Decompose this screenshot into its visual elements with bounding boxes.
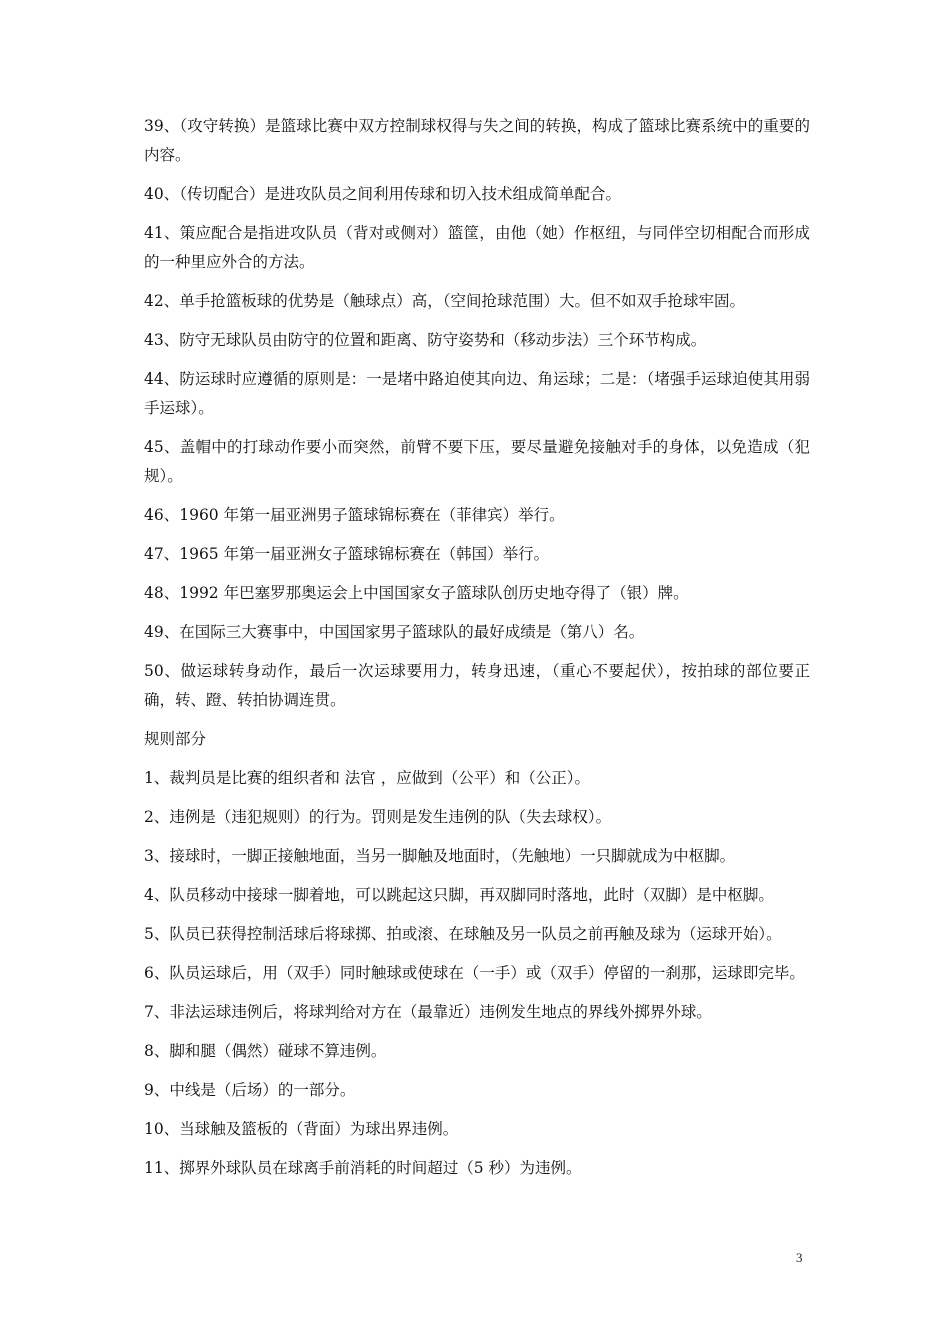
paragraph: 45、盖帽中的打球动作要小而突然，前臂不要下压，要尽量避免接触对手的身体，以免造成（犯规）。 [144,438,810,485]
paragraph: 7、非法运球违例后，将球判给对方在（最靠近）违例发生地点的界线外掷界外球。 [144,1003,712,1021]
paragraph: 48、1992 年巴塞罗那奥运会上中国国家女子篮球队创历史地夺得了（银）牌。 [144,584,689,602]
paragraph: 46、1960 年第一届亚洲男子篮球锦标赛在（菲律宾）举行。 [144,506,565,524]
paragraph: 8、脚和腿（偶然）碰球不算违例。 [144,1042,387,1060]
paragraph: 39、（攻守转换）是篮球比赛中双方控制球权得与失之间的转换，构成了篮球比赛系统中的重要的内容。 [144,117,810,164]
paragraph: 5、队员已获得控制活球后将球掷、拍或滚、在球触及另一队员之前再触及球为（运球开始）。 [144,925,782,943]
document-body [144,112,810,1193]
paragraph: 4、队员移动中接球一脚着地，可以跳起这只脚，再双脚同时落地，此时（双脚）是中枢脚。 [144,886,774,904]
paragraph: 2、违例是（违犯规则）的行为。罚则是发生违例的队（失去球权）。 [144,808,612,826]
paragraph: 47、1965 年第一届亚洲女子篮球锦标赛在（韩国）举行。 [144,545,550,563]
paragraph: 11、掷界外球队员在球离手前消耗的时间超过（5 秒）为违例。 [144,1159,582,1177]
paragraph: 42、单手抢篮板球的优势是（触球点）高，（空间抢球范围）大。但不如双手抢球牢固。 [144,292,745,310]
paragraph: 1、裁判员是比赛的组织者和 法官 ，应做到（公平）和（公正）。 [144,769,590,787]
paragraph: 6、队员运球后，用（双手）同时触球或使球在（一手）或（双手）停留的一刹那，运球即完毕。 [144,964,805,982]
paragraph: 50、做运球转身动作，最后一次运球要用力，转身迅速，（重心不要起伏），按拍球的部位要正确，转、蹬、转拍协调连贯。 [144,662,810,709]
page-number: 3 [796,1250,803,1265]
paragraph: 40、（传切配合）是进攻队员之间利用传球和切入技术组成简单配合。 [144,185,621,203]
paragraph: 43、防守无球队员由防守的位置和距离、防守姿势和（移动步法）三个环节构成。 [144,331,707,349]
paragraph: 10、当球触及篮板的（背面）为球出界违例。 [144,1120,459,1138]
paragraph: 41、策应配合是指进攻队员（背对或侧对）篮筐，由他（她）作枢纽，与同伴空切相配合而形成的一种里应外合的方法。 [144,224,810,271]
paragraph: 9、中线是（后场）的一部分。 [144,1081,356,1099]
paragraph: 3、接球时，一脚正接触地面，当另一脚触及地面时，（先触地）一只脚就成为中枢脚。 [144,847,736,865]
paragraph: 44、防运球时应遵循的原则是：一是堵中路迫使其向边、角运球；二是：（堵强手运球迫使其用弱手运球）。 [144,370,810,417]
section-heading: 规则部分 [144,730,207,748]
paragraph: 49、在国际三大赛事中，中国国家男子篮球队的最好成绩是（第八）名。 [144,623,645,641]
